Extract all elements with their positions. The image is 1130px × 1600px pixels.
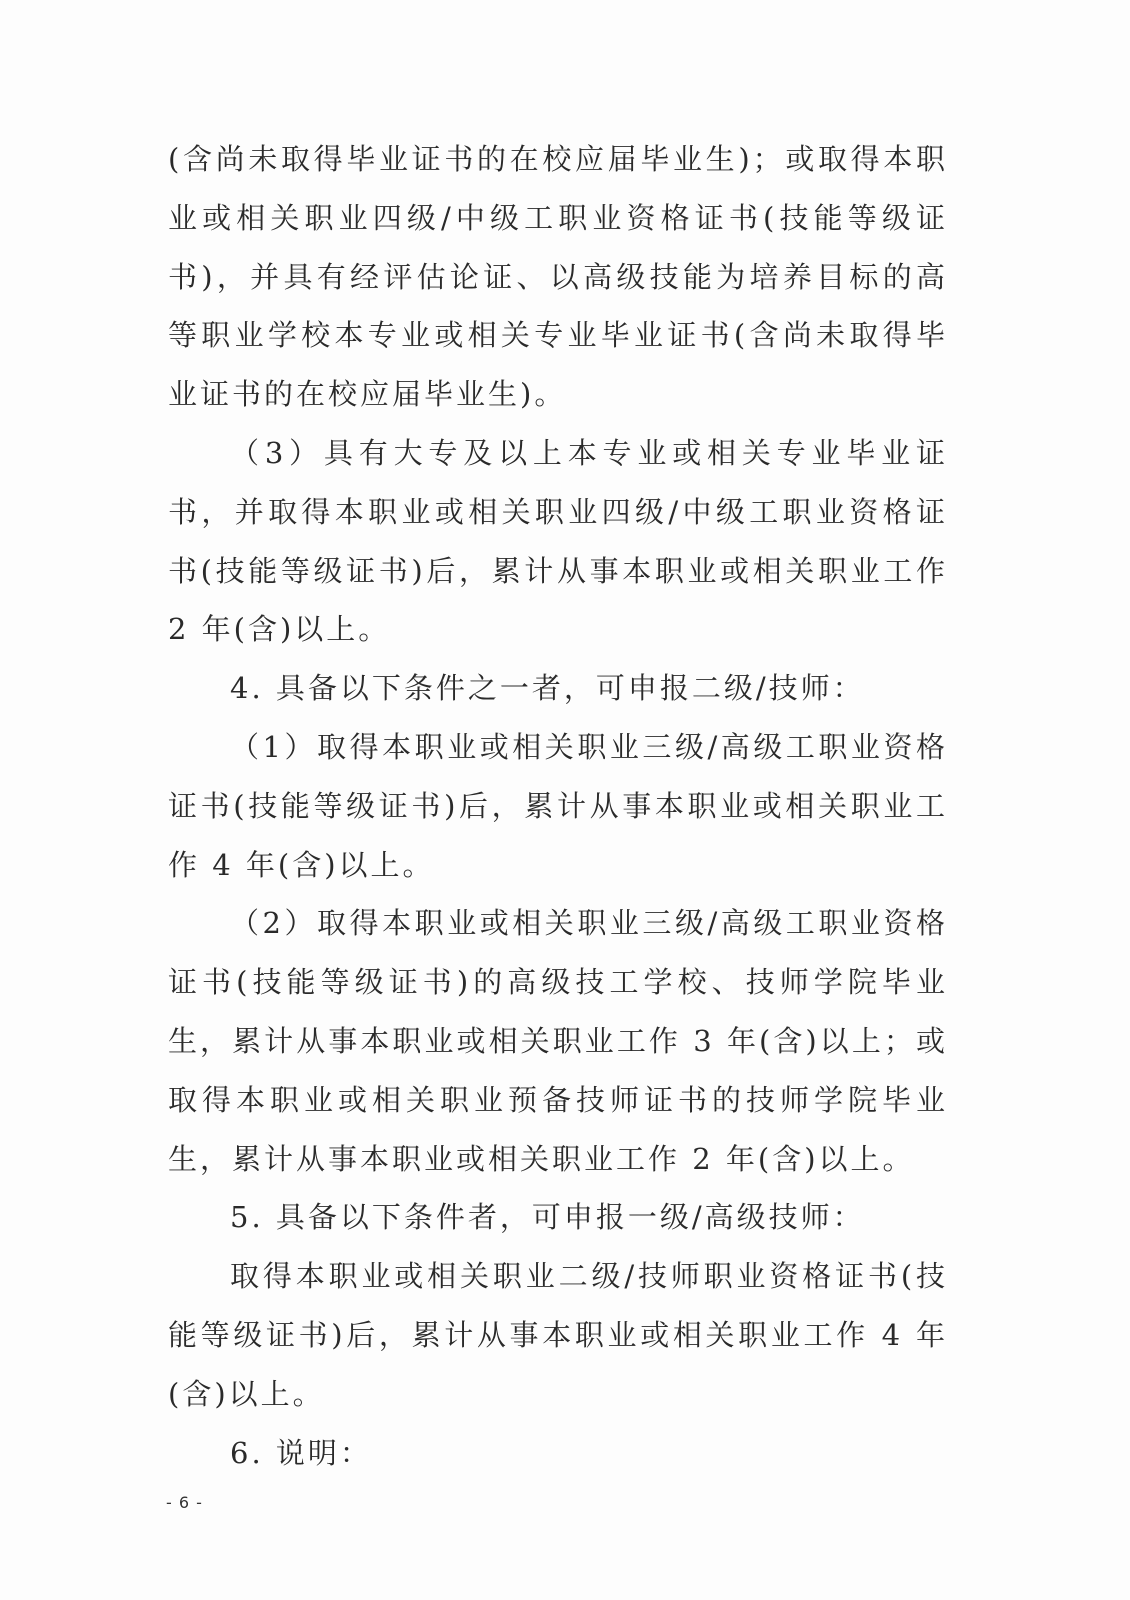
paragraph-item-3-college-diploma: （3）具有大专及以上本专业或相关专业毕业证书，并取得本职业或相关职业四级/中级工职业资格证书(技能等级证书)后，累计从事本职业或相关职业工作 2 年(含)以上。 [168, 435, 948, 647]
paragraph-heading-notes: 6. 说明： [230, 1435, 372, 1470]
paragraph-item-1-level-3-certificate: （1）取得本职业或相关职业三级/高级工职业资格证书(技能等级证书)后，累计从事本职业或相关职业工作 4 年(含)以上。 [168, 729, 948, 882]
page-number: - 6 - [166, 1493, 203, 1512]
paragraph-heading-level-1-senior-technician: 5. 具备以下条件者，可申报一级/高级技师： [230, 1200, 865, 1235]
paragraph-continuation-eligibility: (含尚未取得毕业证书的在校应届毕业生)；或取得本职业或相关职业四级/中级工职业资格证书(技能等级证书)，并具有经评估论证、以高级技能为培养目标的高等职业学校本专业或相关专业毕业证书(含尚未取得毕业证书的在校应届毕业生)。 [168, 142, 948, 412]
paragraph-item-2-technician-college: （2）取得本职业或相关职业三级/高级工职业资格证书(技能等级证书)的高级技工学校、技师学院毕业生，累计从事本职业或相关职业工作 3 年(含)以上；或取得本职业或相关职业预备技师证书的技师学院毕业生，累计从事本职业或相关职业工作 2 年(含)以上。 [168, 906, 948, 1176]
paragraph-level-1-requirement: 取得本职业或相关职业二级/技师职业资格证书(技能等级证书)后，累计从事本职业或相关职业工作 4 年(含)以上。 [168, 1259, 948, 1411]
document-body [168, 130, 948, 1482]
paragraph-heading-level-2-technician: 4. 具备以下条件之一者，可申报二级/技师： [230, 671, 865, 706]
